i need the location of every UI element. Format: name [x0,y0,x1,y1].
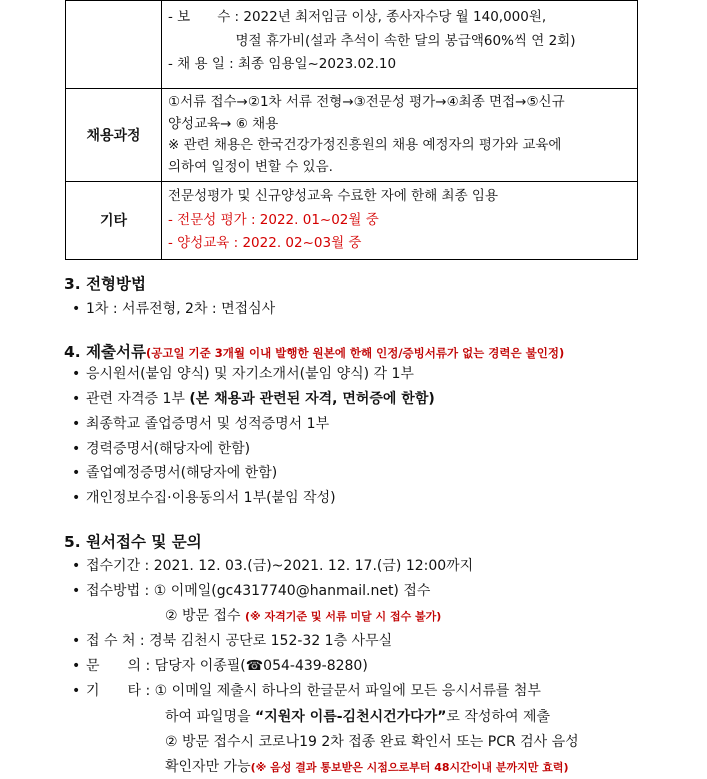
table-header-empty [66,1,162,89]
section5-title: 5. 원서접수 및 문의 [64,533,202,551]
pay-cell [162,1,638,89]
list-item: • 경력증명서(해당자에 한함) [72,441,251,457]
table-header-etc: 기타 [66,182,162,260]
etc-cell [162,182,638,260]
process-line: ①서류 접수→②1차 서류 전형→③전문성 평가→④최종 면접→⑤신규 [168,94,565,110]
list-item: • 문 의 : 담당자 이종필(☎054-439-8280) [72,658,368,674]
etc-line: 하여 파일명을 “지원자 이름-김천시건가다가”로 작성하여 제출 [165,709,550,725]
section3-title: 3. 전형방법 [64,275,146,293]
process-cell [162,89,638,182]
etc-red-line: - 양성교육 : 2022. 02~03월 중 [168,235,362,251]
etc-line: 전문성평가 및 신규양성교육 수료한 자에 한해 최종 임용 [168,188,498,204]
section4-title: 4. 제출서류 [64,343,146,361]
pay-line: - 보 수 : 2022년 최저임금 이상, 종사자수당 월 140,000원, [168,9,547,25]
list-item: • 개인정보수집·이용동의서 1부(붙임 작성) [72,490,336,506]
section4-note: (공고일 기준 3개월 이내 발행한 원본에 한해 인정/증빙서류가 없는 경력은 불인정) [145,346,565,360]
list-item: • 관련 자격증 1부 (본 채용과 관련된 자격, 면허증에 한함) [72,391,435,407]
hire-date-line: - 채 용 일 : 최종 임용일~2023.02.10 [168,56,397,72]
section4-title-row [64,340,564,362]
list-item: • 접수방법 : ① 이메일(gc4317740@hanmail.net) 접수 [72,583,431,599]
list-item: • 접수기간 : 2021. 12. 03.(금)~2021. 12. 17.(금) 12:00까지 [72,558,474,574]
email-method: ① 이메일(gc4317740@hanmail.net) 접수 [153,583,431,599]
list-item: • 졸업예정증명서(해당자에 한함) [72,465,278,481]
contact-value: 담당자 이종필(☎054-439-8280) [154,658,368,674]
visit-method: ② 방문 접수 (※ 자격기준 및 서류 미달 시 접수 불가) [165,608,442,624]
etc-line: 확인자만 가능(※ 음성 결과 통보받은 시점으로부터 48시간이내 분까지만 효력) [165,759,569,775]
list-item: • 기 타 : ① 이메일 제출시 하나의 한글문서 파일에 모든 응시서류를 첨부 [72,683,541,699]
etc-line: ② 방문 접수시 코로나19 2차 접종 완료 확인서 또는 PCR 검사 음성 [165,734,579,750]
process-line: 양성교육→ ⑥ 채용 [168,115,279,132]
list-item: • 접 수 처 : 경북 김천시 공단로 152-32 1층 사무실 [72,633,393,649]
process-note: ※ 관련 채용은 한국건강가정진흥원의 채용 예정자의 평가와 교육에 [168,137,562,153]
recruitment-table [65,0,638,260]
process-note: 의하여 일정이 변할 수 있음. [168,158,333,175]
list-item: • 응시원서(붙임 양식) 및 자기소개서(붙임 양식) 각 1부 [72,366,414,382]
list-item: • 1차 : 서류전형, 2차 : 면접심사 [72,301,276,317]
table-header-process: 채용과정 [66,89,162,182]
list-item: • 최종학교 졸업증명서 및 성적증명서 1부 [72,416,330,432]
holiday-line: 명절 휴가비(설과 추석이 속한 달의 봉급액60%씩 연 2회) [168,32,576,49]
etc-red-line: - 전문성 평가 : 2022. 01~02월 중 [168,211,379,228]
